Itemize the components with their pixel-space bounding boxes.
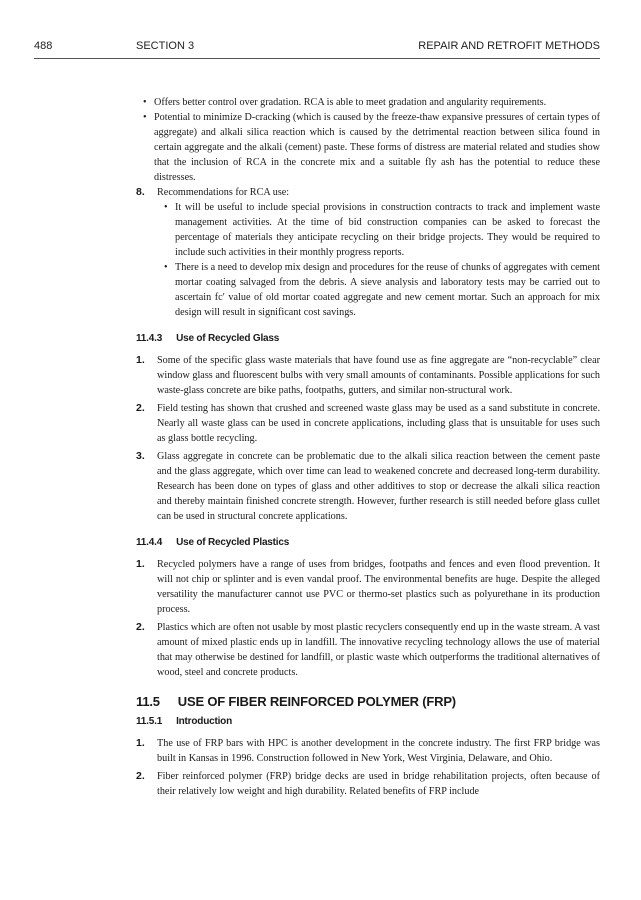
page-body: [136, 95, 600, 799]
heading-number: 11.4.4: [136, 537, 163, 548]
numbered-item: [136, 353, 600, 398]
item-number: 2.: [136, 621, 145, 633]
heading-number: 11.5: [136, 694, 160, 709]
bullet-text: There is a need to develop mix design and procedures for the reuse of chunks of aggregates with cement mortar coating salvaged from the debris. A sieve analysis and laboratory tests may be carried out to ascertain fc′ value of old mortar coated aggregate and new cement mortar. Such an approach for mix design will result in significant cost savings.: [175, 262, 600, 318]
item-number: 1.: [136, 354, 145, 366]
numbered-item: [136, 401, 600, 446]
item-text: Glass aggregate in concrete can be problematic due to the alkali silica reaction between the cement paste and the glass aggregate, which over time can lead to weakened concrete and decreased long-term durability. Research has been done on types of glass and other additives to stop or decrease the alkali silica reaction and thereby maintain finished concrete strength. However, further research is still needed before glass cullet can be used in structural concrete applications.: [157, 451, 600, 522]
item-text: The use of FRP bars with HPC is another development in the concrete industry. The first FRP bridge was built in Kansas in 1996. Construction followed in New York, West Virginia, Delaware, and Ohio.: [157, 738, 600, 764]
heading-number: 11.5.1: [136, 716, 163, 727]
item-number: 3.: [136, 450, 145, 462]
bullet-item: [157, 260, 600, 320]
numbered-item: [136, 620, 600, 680]
running-header: [34, 40, 600, 58]
heading-title: USE OF FIBER REINFORCED POLYMER (FRP): [177, 694, 456, 709]
bullet-item: [157, 200, 600, 260]
bullet-text: Potential to minimize D-cracking (which is caused by the freeze-thaw expansive pressures of certain types of aggregate) and alkali silica reaction which is caused by the detrimental reaction between silica found in certain aggregate and the alkali (cement) paste. These forms of distress are material related and studies show that the inclusion of RCA in the concrete mix and a suitable fly ash has the potential to reduce these distresses.: [154, 112, 600, 183]
numbered-item: [136, 557, 600, 617]
page-number: 488: [34, 40, 53, 52]
item-number: 2.: [136, 770, 145, 782]
item-text: Plastics which are often not usable by most plastic recyclers consequently end up in the waste stream. A vast amount of mixed plastic ends up in landfill. The innovative recycling technology allows the use of material that may otherwise be destined for landfill, or plastic waste which outperforms the traditional alternatives of wood, steel and concrete products.: [157, 622, 600, 678]
bullet-item: [136, 110, 600, 185]
bullet-text: Offers better control over gradation. RCA is able to meet gradation and angularity requirements.: [154, 97, 547, 108]
heading-title: Use of Recycled Plastics: [176, 537, 290, 548]
bullet-icon: •: [164, 262, 168, 273]
item-text: Field testing has shown that crushed and screened waste glass may be used as a sand substitute in concrete. Nearly all waste glass can be used in concrete applications, including glass that is unsuitable for uses such as glass bottle recycling.: [157, 403, 600, 444]
header-rule: [34, 58, 600, 59]
numbered-item: [136, 736, 600, 766]
heading-title: Introduction: [176, 716, 232, 727]
bullet-icon: •: [143, 97, 147, 108]
numbered-item-8: [136, 185, 600, 320]
item-number: 8.: [136, 186, 145, 198]
bullet-item: [136, 95, 600, 110]
numbered-item: [136, 449, 600, 524]
chapter-title: REPAIR AND RETROFIT METHODS: [418, 40, 600, 52]
item-number: 1.: [136, 737, 145, 749]
heading-11-4-4: [136, 535, 600, 550]
bullet-icon: •: [143, 112, 147, 123]
bullet-icon: •: [164, 202, 168, 213]
item-text: Recommendations for RCA use:: [157, 187, 290, 198]
item-number: 2.: [136, 402, 145, 414]
item-text: Some of the specific glass waste materials that have found use as fine aggregate are “non-recyclable” clear window glass and fluorescent bulbs with very small amounts of contaminants. Possible applications for such waste-glass concrete are bike paths, footpaths, gutters, and similar non-structural work.: [157, 355, 600, 396]
heading-title: Use of Recycled Glass: [176, 333, 280, 344]
heading-11-5: [136, 694, 600, 709]
heading-11-4-3: [136, 331, 600, 346]
bullet-text: It will be useful to include special provisions in construction contracts to track and implement waste management activities. At the time of bid construction companies can be asked to forecast the percentage of materials they anticipate recycling on their bridge projects. They would be required to include such activities in their monthly progress reports.: [175, 202, 600, 258]
item-text: Recycled polymers have a range of uses from bridges, footpaths and fences and even flood prevention. It will not chip or splinter and is even vandal proof. The environmental benefits are huge. Despite the alleged versatility the manufacturer cannot use PVC or thermo-set plastics such as polyurethane in its production process.: [157, 559, 600, 615]
heading-11-5-1: [136, 714, 600, 729]
item-number: 1.: [136, 558, 145, 570]
numbered-item: [136, 769, 600, 799]
item-text: Fiber reinforced polymer (FRP) bridge decks are used in bridge rehabilitation projects, often because of their relatively low weight and high durability. Related benefits of FRP include: [157, 771, 600, 797]
heading-number: 11.4.3: [136, 333, 163, 344]
section-label: SECTION 3: [136, 40, 195, 52]
